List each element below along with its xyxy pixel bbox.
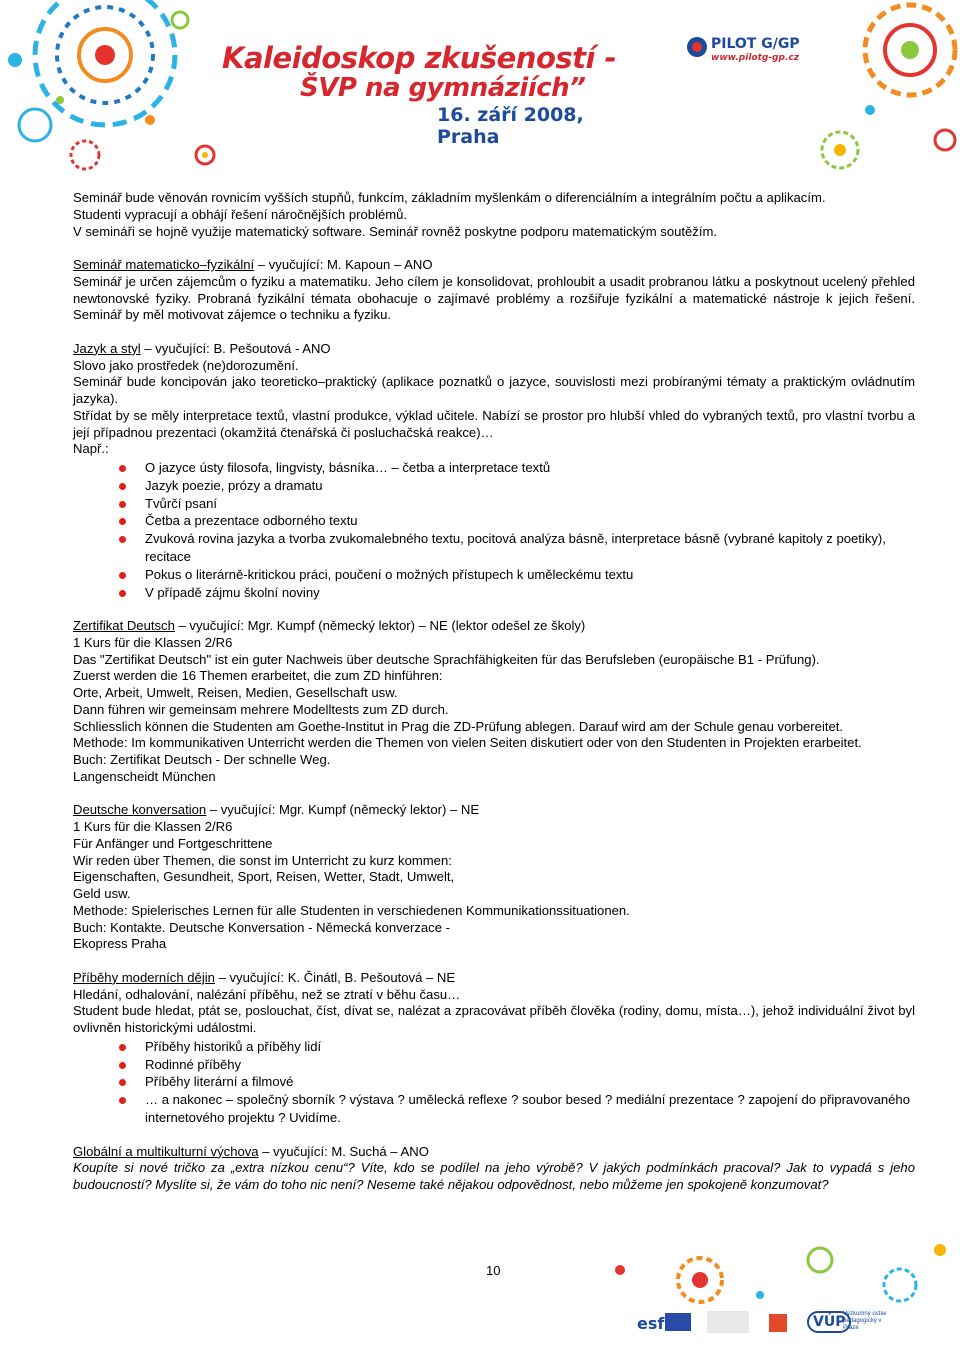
intro-line: V semináři se hojně využije matematický software. Seminář rovněž poskytne podporu matematickým soutěžím. <box>73 223 718 239</box>
section-heading-language-style <box>73 341 915 358</box>
footer-logos <box>637 1311 887 1339</box>
section-text: Das "Zertifikat Deutsch" ist ein guter Nachweis über deutsche Sprachfähigkeiten für das Berufsleben (europäische B1 - Prüfung). <box>73 651 820 667</box>
section-text: Ekopress Praha <box>73 936 167 952</box>
section-text: Wir reden über Themen, die sonst im Unterricht zu kurz kommen: <box>73 852 452 868</box>
list-item: Tvůrčí psaní <box>145 495 915 513</box>
ministry-logo-icon <box>707 1311 749 1333</box>
section-heading-zertifikat <box>73 618 915 635</box>
section-heading-history <box>73 970 915 987</box>
section-text: Střídat by se měly interpretace textů, vlastní produkce, výklad učitele. Nabízí se prostor pro hlubší vhled do vybraných textů, pro vlastní tvorbu a její případnou prezentaci (okamžitá čtenářská či posluchačská reakce)… <box>73 407 915 440</box>
section-teacher: – vyučující: Mgr. Kumpf (německý lektor) – NE <box>206 802 480 818</box>
section-teacher: – vyučující: B. Pešoutová - ANO <box>140 340 331 356</box>
event-date: 16. září 2008, Praha <box>437 104 584 148</box>
intro-line: Seminář bude věnován rovnicím vyšších stupňů, funkcím, základním myšlenkám o diferenciálním a integrálním počtu a aplikacím. <box>73 190 826 205</box>
kaleidoscope-ornament-left <box>0 0 240 185</box>
section-text: Koupíte si nové tričko za „extra nízkou cenu“? Víte, kdo se podílel na jeho výrobě? V jakých podmínkách pracoval? Jak to vypadá s jeho budoucností? Myslíte si, že vám do toho nic není? Neseme také nějakou odpovědnost, nebo můžeme jen spokojeně konzumovat? <box>73 1160 915 1193</box>
section-text: Zuerst werden die 16 Themen erarbeitet, die zum ZD hinführen: <box>73 668 443 684</box>
pilot-logo-icon <box>686 36 708 58</box>
section-text: Seminář je určen zájemcům o fyziku a matematiku. Jeho cílem je konsolidovat, prohloubit a usadit probranou látku a poskytnout ucelený přehled newtonovské fyziky. Probraná fyzikální témata obohacuje o zajímavé problémy a rozšiřuje fyzikální a matematické nástroje k jejich řešení. Seminář by měl motivovat zájemce o techniku a fyziku. <box>73 273 915 323</box>
list-item: Příběhy historiků a příběhy lidí <box>145 1038 915 1056</box>
section-text: Student bude hledat, ptát se, poslouchat, číst, dívat se, nalézat a zpracovávat příběh člověka (rodiny, domu, místa…), jehož individuální život byl ovlivněn historickými událostmi. <box>73 1003 915 1036</box>
section-teacher: – vyučující: M. Suchá – ANO <box>258 1143 429 1159</box>
section-text: Slovo jako prostředek (ne)dorozumění. <box>73 357 299 373</box>
section-title: Seminář matematicko–fyzikální <box>73 257 255 272</box>
section-heading-konversation <box>73 802 915 819</box>
section-text: Dann führen wir gemeinsam mehrere Modelltests zum ZD durch. <box>73 701 449 717</box>
section-text: Schliesslich können die Studenten am Goethe-Institut in Prag die ZD-Prüfung ablegen. Darauf wird am der Schule genau vorbereitet. <box>73 718 844 734</box>
section-text: Seminář bude koncipován jako teoreticko–praktický (aplikace poznatků o jazyce, souvislosti mezi probíranými tématy a praktickým ovládnutím jazyka). <box>73 374 915 406</box>
bullet-list <box>73 459 915 601</box>
section-text: Buch: Kontakte. Deutsche Konversation - Německá konverzace - <box>73 919 450 935</box>
list-item: Rodinné příběhy <box>145 1056 915 1074</box>
esf-logo: esf <box>637 1314 665 1333</box>
eu-flag-icon <box>665 1313 691 1331</box>
page-header <box>0 0 960 185</box>
section-title: Globální a multikulturní výchova <box>73 1143 259 1159</box>
page-content <box>73 190 915 1194</box>
section-teacher: – vyučující: K. Činátl, B. Pešoutová – NE <box>214 969 456 985</box>
partner-name: PILOT G/GP <box>711 36 800 52</box>
vup-logo: VÚP <box>807 1311 851 1333</box>
list-item: O jazyce ústy filosofa, lingvisty, básníka… – četba a interpretace textů <box>145 459 915 477</box>
partner-url: www.pilotg-gp.cz <box>711 53 799 63</box>
list-item: V případě zájmu školní noviny <box>145 584 915 602</box>
section-text: Geld usw. <box>73 886 131 902</box>
event-title <box>222 41 622 148</box>
section-text: 1 Kurs für die Klassen 2/R6 <box>73 634 233 650</box>
section-text: Např.: <box>73 441 109 457</box>
title-line-1: Kaleidoskop zkušeností - <box>222 41 617 75</box>
list-item: Pokus o literárně-kritickou práci, poučení o možných přístupech k uměleckému textu <box>145 566 915 584</box>
section-text: Orte, Arbeit, Umwelt, Reisen, Medien, Gesellschaft usw. <box>73 685 398 701</box>
list-item: Četba a prezentace odborného textu <box>145 512 915 530</box>
title-line-2: ŠVP na gymnáziích” <box>300 73 586 103</box>
section-text: Eigenschaften, Gesundheit, Sport, Reisen, Wetter, Stadt, Umwelt, <box>73 869 455 885</box>
section-heading-math-physics <box>73 257 915 274</box>
list-item: … a nakonec – společný sborník ? výstava ? umělecká reflexe ? soubor besed ? mediální prezentace ? zapojení do připravovaného internetového projektu ? Uvidíme. <box>145 1091 915 1127</box>
section-teacher: – vyučující: Mgr. Kumpf (německý lektor) – NE (lektor odešel ze školy) <box>174 618 586 634</box>
list-item: Jazyk poezie, prózy a dramatu <box>145 477 915 495</box>
section-text: Methode: Spielerisches Lernen für alle Studenten in verschiedenen Kommunikationssituationen. <box>73 902 630 918</box>
section-text: Methode: Im kommunikativen Unterricht werden die Themen von vielen Seiten diskutiert oder von den Studenten in Projekten erarbeitet. <box>73 735 862 751</box>
bullet-list <box>73 1038 915 1127</box>
section-text: Langenscheidt München <box>73 768 216 784</box>
section-text: Für Anfänger und Fortgeschrittene <box>73 835 273 851</box>
praha-logo-icon <box>769 1314 787 1332</box>
section-title: Deutsche konversation <box>73 802 207 818</box>
list-item: Příběhy literární a filmové <box>145 1073 915 1091</box>
section-title: Jazyk a styl <box>73 340 141 356</box>
vup-logo-text: Výzkumný ústav pedagogický v Praze <box>843 1311 887 1331</box>
page-number: 10 <box>486 1263 501 1278</box>
section-text: 1 Kurs für die Klassen 2/R6 <box>73 819 233 835</box>
section-text: Buch: Zertifikat Deutsch - Der schnelle Weg. <box>73 752 331 768</box>
section-heading-global <box>73 1144 915 1161</box>
intro-line: Studenti vypracují a obhájí řešení náročnějších problémů. <box>73 206 408 222</box>
kaleidoscope-ornament-right <box>760 0 960 185</box>
section-teacher: – vyučující: M. Kapoun – ANO <box>254 257 433 272</box>
section-title: Příběhy moderních dějin <box>73 969 215 985</box>
list-item: Zvuková rovina jazyka a tvorba zvukomalebného textu, pocitová analýza básně, interpretace básně (vybrané kapitoly z poetiky), recitace <box>145 530 915 566</box>
section-text: Hledání, odhalování, nalézání příběhu, než se ztratí v běhu času… <box>73 986 461 1002</box>
section-title: Zertifikat Deutsch <box>73 618 175 634</box>
